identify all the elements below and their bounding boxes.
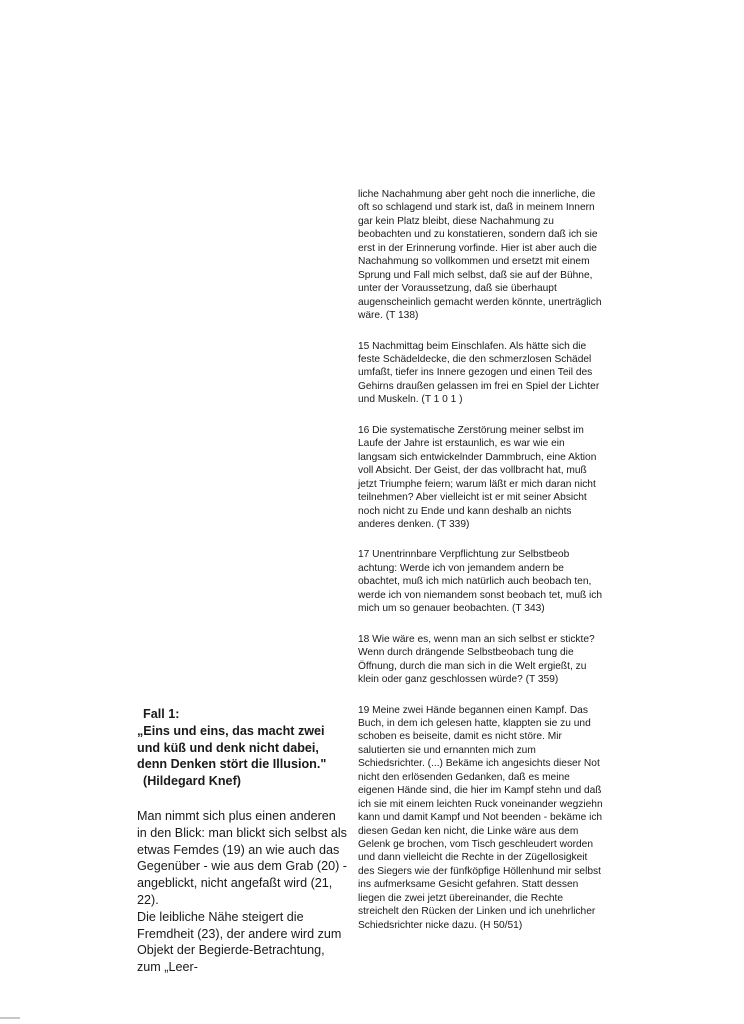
case-quote-author: (Hildegard Knef) (143, 774, 241, 789)
quote-paragraph-16: 16 Die systematische Zerstörung meiner selbst im Laufe der Jahre ist erstaunlich, es war wie ein langsam sich entwickelnder Dammbruch, eine Aktion voll Absicht. Der Geist, der das vollbracht hat, muß jetzt Triumphe feiern; warum läßt er mich daran nicht teilnehmen? Aber vielleicht ist er mit seiner Absicht noch nicht zu Ende und kann deshalb an nichts anderes denken. (T 339) (358, 424, 597, 530)
case-body-text: Man nimmt sich plus einen anderen in den Blick: man blickt sich selbst als etwas Femdes (19) an wie auch das Gegenüber - wie aus dem Grab (20) -angeblickt, nicht angefaßt wird (21, 22). (137, 808, 347, 907)
left-text-column (137, 706, 349, 976)
case-heading (137, 706, 349, 790)
case-body-paragraph (137, 808, 349, 976)
right-text-column (358, 188, 603, 949)
quote-paragraph-15: 15 Nachmittag beim Einschlafen. Als hätte sich die feste Schädeldecke, die den schmerzlosen Schädel umfaßt, tiefer ins Innere gezogen und einen Teil des Gehirns draußen gelassen im frei en Spiel der Lichter und Muskeln. (T 1 0 1 ) (358, 340, 600, 406)
quote-paragraph-18: 18 Wie wäre es, wenn man an sich selbst er stickte? Wenn durch drängende Selbstbeobach tung die Öffnung, durch die man sich in die Welt ergießt, zu klein oder ganz geschlossen würde? (T 359) (358, 633, 595, 686)
quote-continuation-paragraph: liche Nachahmung aber geht noch die innerliche, die oft so schlagend und stark ist, daß in meinem Innern gar kein Platz bleibt, diese Nachahmung zu beobachten und zu konstatieren, sondern daß ich sie erst in der Erinnerung vorfinde. Hier ist aber auch die Nachahmung so vollkommen und ersetzt mit einem Sprung und Fall mich selbst, daß sie auf der Bühne, unter der Voraussetzung, daß sie überhaupt augenscheinlich gemacht werden könnte, unerträglich wäre. (T 138) (358, 189, 602, 322)
case-quote: „Eins und eins, das macht zwei und küß und denk nicht dabei, denn Denken stört die Illusion." (137, 723, 327, 772)
scan-edge-mark (0, 1017, 20, 1019)
quote-paragraph-19: 19 Meine zwei Hände begannen einen Kampf. Das Buch, in dem ich gelesen hatte, klappten sie zu und schoben es beiseite, damit es nicht störe. Mir salutierten sie und ernannten mich zum Schiedsrichter. (...) Bekäme ich angesichts dieser Not nicht den erlösenden Gedanken, daß es meine eigenen Hände sind, die hier im Kampf stehn und daß ich sie mit einem leichten Ruck voneinander wegziehn kann und damit Kampf und Not beenden - bekäme ich diesen Gedan ken nicht, die Linke wäre aus dem Gelenk ge brochen, vom Tisch geschleudert worden und dann vielleicht die Rechte in der Zügellosigkeit des Siegers wie der fünfköpfige Höllenhund mir selbst ins aufmerksame Gesicht gefahren. Statt dessen liegen die zwei jetzt übereinander, die Rechte streichelt den Rücken der Linken und ich unehrlicher Schiedsrichter nicke dazu. (H 50/51) (358, 704, 603, 931)
case-label: Fall 1: (143, 707, 180, 721)
case-body-text-2: Die leibliche Nähe steigert die Fremdheit (23), der andere wird zum Objekt der Begierde-Betrachtung, zum „Leer- (137, 909, 342, 975)
quote-paragraph-17: 17 Unentrinnbare Verpflichtung zur Selbstbeob achtung: Werde ich von jemandem andern be obachtet, muß ich mich natürlich auch beobach ten, werde ich von niemandem sonst beobach tet, muß ich mich um so genauer beobachten. (T 343) (358, 549, 603, 615)
